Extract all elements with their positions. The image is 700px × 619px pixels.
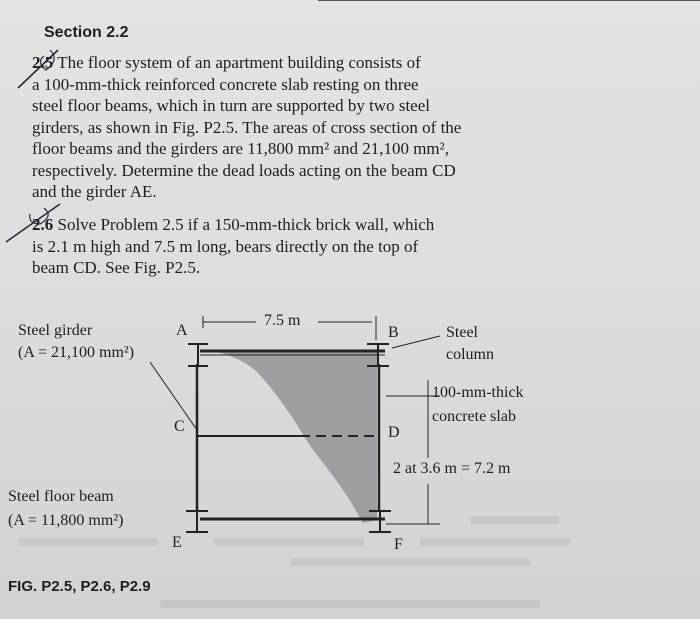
problem-2-5-line-3: steel floor beams, which in turn are supported by two steel <box>32 96 430 115</box>
problem-2-5-line-4: girders, as shown in Fig. P2.5. The areas of cross section of the <box>32 117 462 137</box>
problem-2-5-line-5: floor beams and the girders are 11,800 mm² and 21,100 mm², <box>32 139 449 158</box>
point-a-label: A <box>176 322 188 339</box>
point-d-label: D <box>388 424 400 441</box>
steel-column-label-2: column <box>446 346 494 363</box>
slab-label-2: concrete slab <box>432 408 516 425</box>
span-label: 7.5 m <box>264 312 301 329</box>
problem-2-5-line-6: respectively. Determine the dead loads acting on the beam CD <box>32 160 456 180</box>
point-c-label: C <box>174 418 185 435</box>
floor-beam-label: Steel floor beam <box>8 488 114 505</box>
problem-2-6-number: 2.6 <box>32 215 54 234</box>
problem-2-6-line-3: beam CD. See Fig. P2.5. <box>32 258 201 277</box>
point-b-label: B <box>388 324 399 341</box>
problem-2-5-line-2: a 100-mm-thick reinforced concrete slab resting on three <box>32 74 419 94</box>
section-heading: Section 2.2 <box>44 24 129 41</box>
problem-2-6-line-2: is 2.1 m high and 7.5 m long, bears directly on the top of <box>32 236 419 256</box>
steel-column-label-1: Steel <box>446 324 478 341</box>
beam-area-label: (A = 11,800 mm²) <box>8 512 124 529</box>
figure-caption: FIG. P2.5, P2.6, P2.9 <box>8 578 151 595</box>
problem-2-6-line-1: 2.6 Solve Problem 2.5 if a 150-mm-thick brick wall, which <box>32 215 435 234</box>
spacing-label: 2 at 3.6 m = 7.2 m <box>393 460 511 477</box>
girder-area-label: (A = 21,100 mm²) <box>18 344 135 361</box>
point-e-label: E <box>172 534 182 551</box>
problem-2-5-number: 2.5 <box>32 53 54 72</box>
problem-2-5-line-7: and the girder AE. <box>32 182 157 201</box>
steel-girder-label: Steel girder <box>18 322 93 339</box>
problem-2-5-line-1: 2.5 The floor system of an apartment building consists of <box>32 53 421 72</box>
point-f-label: F <box>394 536 403 553</box>
slab-label-1: 100-mm-thick <box>432 384 524 401</box>
